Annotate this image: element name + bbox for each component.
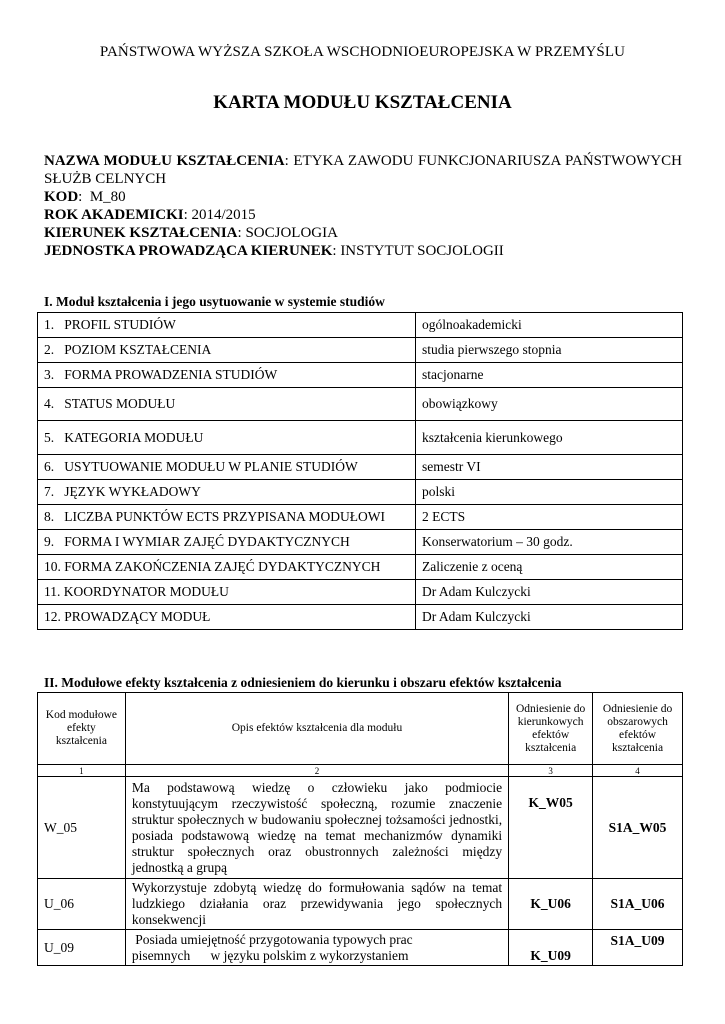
table-row <box>38 313 683 338</box>
module-code-value: M_80 <box>89 189 126 205</box>
module-info-table <box>37 312 683 630</box>
table-header-row <box>38 693 683 765</box>
row-value: studia pierwszego stopnia <box>416 338 683 363</box>
outcome-code: W_05 <box>38 777 126 879</box>
row-value: Konserwatorium – 30 godz. <box>416 530 683 555</box>
col-number: 4 <box>593 765 683 777</box>
unit-value: INSTYTUT SOCJOLOGII <box>340 243 504 259</box>
learning-outcomes-table <box>37 692 683 966</box>
row-label: 12. PROWADZĄCY MODUŁ <box>38 605 416 630</box>
row-label: 2. POZIOM KSZTAŁCENIA <box>38 338 416 363</box>
table-row <box>38 505 683 530</box>
col-number: 2 <box>125 765 508 777</box>
section2-heading: II. Modułowe efekty kształcenia z odniesieniem do kierunku i obszaru efektów kształcenia <box>44 675 562 690</box>
table-row <box>38 480 683 505</box>
col-header-code: Kod modułowe efekty kształcenia <box>38 693 126 765</box>
table-row <box>38 455 683 480</box>
row-label: 1. PROFIL STUDIÓW <box>38 313 416 338</box>
outcome-code: U_06 <box>38 879 126 930</box>
row-label: 8. LICZBA PUNKTÓW ECTS PRZYPISANA MODUŁOWI <box>38 505 416 530</box>
module-name-value: ETYKA ZAWODU FUNKCJONARIUSZA PAŃSTWOWYCH SŁUŻB CELNYCH <box>44 153 682 187</box>
table-row <box>38 777 683 879</box>
row-value: stacjonarne <box>416 363 683 388</box>
module-code-label: KOD <box>44 189 79 205</box>
outcome-description-line: Posiada umiejętność przygotowania typowych prac <box>131 931 413 947</box>
direction-ref: K_U06 <box>509 879 593 930</box>
col-number: 3 <box>509 765 593 777</box>
row-label: 10. FORMA ZAKOŃCZENIA ZAJĘĆ DYDAKTYCZNYCH <box>38 555 416 580</box>
row-value: semestr VI <box>416 455 683 480</box>
row-value: obowiązkowy <box>416 388 683 421</box>
area-ref: S1A_W05 <box>593 777 683 879</box>
module-name-line: NAZWA MODUŁU KSZTAŁCENIA: ETYKA ZAWODU FUNKCJONARIUSZA PAŃSTWOWYCH SŁUŻB CELNYCH <box>44 153 682 187</box>
row-value: kształcenia kierunkowego <box>416 421 683 455</box>
outcome-code: U_09 <box>38 930 126 966</box>
table-row <box>38 879 683 930</box>
module-name-label: NAZWA MODUŁU KSZTAŁCENIA <box>44 153 285 169</box>
col-header-area-ref: Odniesienie do obszarowych efektów kształcenia <box>593 693 683 765</box>
academic-year-label: ROK AKADEMICKI <box>44 207 184 223</box>
field-of-study-label: KIERUNEK KSZTAŁCENIA <box>44 225 238 241</box>
table-row <box>38 363 683 388</box>
outcome-description: Ma podstawową wiedzę o człowieku jako podmiocie konstytuującym rzeczywistość społeczną, rozumie znaczenie struktur społecznych w budowaniu społecznej tożsamości jednostki, posiada podstawową wiedzę na temat mechanizmów dynamiki struktur społecznych oraz obustronnych zależności między jednostką a grupą <box>125 777 508 879</box>
row-value: ogólnoakademicki <box>416 313 683 338</box>
table-row <box>38 530 683 555</box>
direction-ref: K_W05 <box>509 777 593 879</box>
table-row <box>38 555 683 580</box>
module-code-line: KOD: M_80 <box>44 189 126 205</box>
outcome-description: Wykorzystuje zdobytą wiedzę do formułowania sądów na temat ludzkiego działania oraz przewidywania jego społecznych konsekwencji <box>125 879 508 930</box>
row-label: 5. KATEGORIA MODUŁU <box>38 421 416 455</box>
table-row <box>38 605 683 630</box>
col-header-direction-ref: Odniesienie do kierunkowych efektów kształcenia <box>509 693 593 765</box>
unit-line: JEDNOSTKA PROWADZĄCA KIERUNEK: INSTYTUT SOCJOLOGII <box>44 243 504 259</box>
row-label: 6. USYTUOWANIE MODUŁU W PLANIE STUDIÓW <box>38 455 416 480</box>
academic-year-line: ROK AKADEMICKI: 2014/2015 <box>44 207 256 223</box>
column-number-row <box>38 765 683 777</box>
row-label: 9. FORMA I WYMIAR ZAJĘĆ DYDAKTYCZNYCH <box>38 530 416 555</box>
table-row <box>38 580 683 605</box>
row-value: Dr Adam Kulczycki <box>416 580 683 605</box>
row-value: Zaliczenie z oceną <box>416 555 683 580</box>
section1-heading: I. Moduł kształcenia i jego usytuowanie w systemie studiów <box>44 294 385 309</box>
row-value: polski <box>416 480 683 505</box>
direction-ref: K_U09 <box>509 930 593 966</box>
row-label: 11. KOORDYNATOR MODUŁU <box>38 580 416 605</box>
outcome-description <box>125 930 508 966</box>
field-of-study-value: SOCJOLOGIA <box>245 225 338 241</box>
col-header-description: Opis efektów kształcenia dla modułu <box>125 693 508 765</box>
row-label: 4. STATUS MODUŁU <box>38 388 416 421</box>
row-label: 7. JĘZYK WYKŁADOWY <box>38 480 416 505</box>
academic-year-value: 2014/2015 <box>191 207 256 223</box>
school-name: PAŃSTWOWA WYŻSZA SZKOŁA WSCHODNIOEUROPEJSKA W PRZEMYŚLU <box>99 44 626 60</box>
document-title: KARTA MODUŁU KSZTAŁCENIA <box>213 92 512 113</box>
row-value: 2 ECTS <box>416 505 683 530</box>
table-row <box>38 338 683 363</box>
area-ref: S1A_U09 <box>593 930 683 966</box>
col-number: 1 <box>38 765 126 777</box>
row-label: 3. FORMA PROWADZENIA STUDIÓW <box>38 363 416 388</box>
area-ref: S1A_U06 <box>593 879 683 930</box>
outcome-description-line: pisemnych w języku polskim z wykorzystaniem <box>131 947 409 963</box>
field-of-study-line: KIERUNEK KSZTAŁCENIA: SOCJOLOGIA <box>44 225 338 241</box>
unit-label: JEDNOSTKA PROWADZĄCA KIERUNEK <box>44 243 333 259</box>
table-row <box>38 388 683 421</box>
table-row <box>38 421 683 455</box>
table-row <box>38 930 683 966</box>
row-value: Dr Adam Kulczycki <box>416 605 683 630</box>
